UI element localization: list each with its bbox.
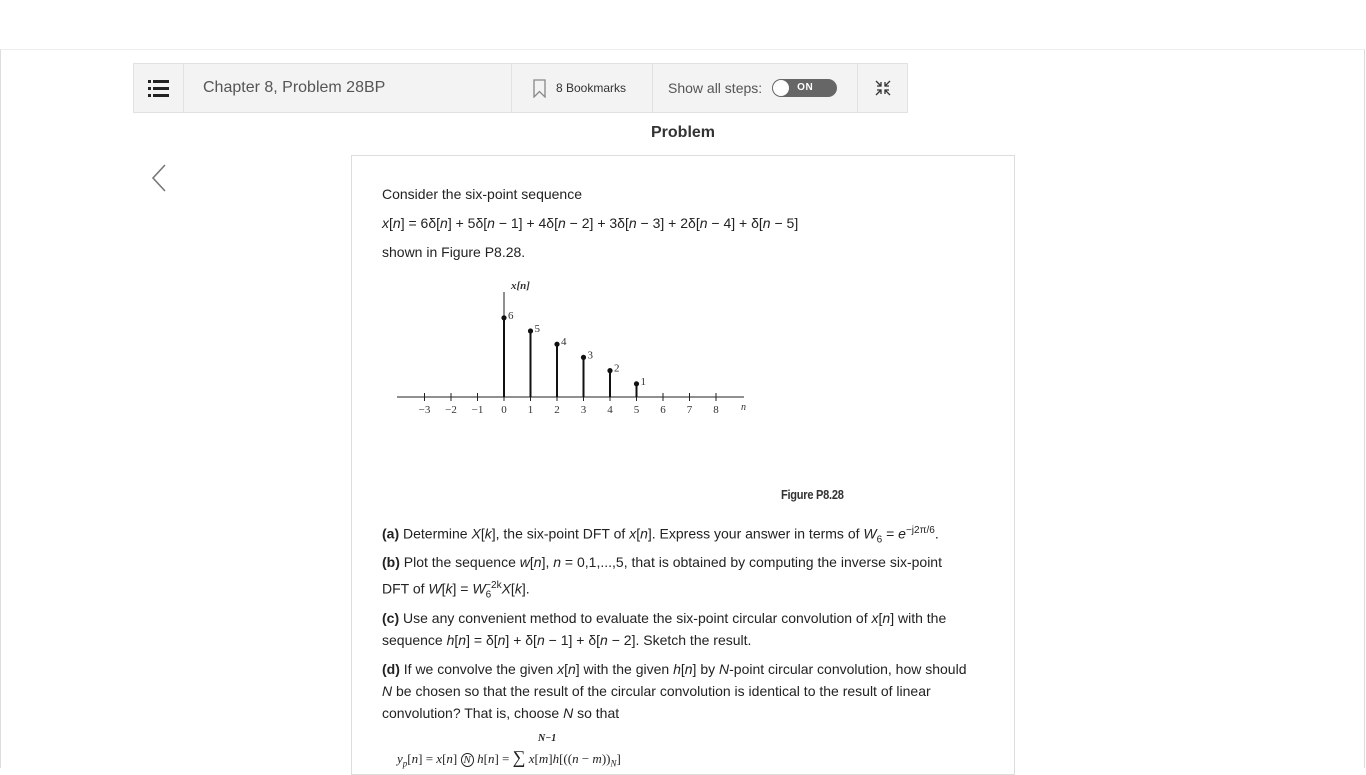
toggle-state: ON xyxy=(797,82,814,93)
page-title: Problem xyxy=(651,124,716,141)
part-b-line2: DFT of $W[k] = W_6^{-2k}X[k]$. xyxy=(382,580,530,601)
part-d-line1: (d) If we convolve the given x[n] with the given h[n] by N-point circular convolution, how should xyxy=(382,661,967,677)
stem-marker xyxy=(554,342,559,347)
x-tick-label: 0 xyxy=(501,404,507,416)
stem-plot xyxy=(392,272,757,422)
x-tick-label: 6 xyxy=(660,404,666,416)
problem-intro: Consider the six-point sequence xyxy=(382,186,583,202)
bookmarks-button[interactable] xyxy=(512,64,653,112)
show-steps-toggle[interactable] xyxy=(772,79,837,97)
show-steps-control xyxy=(653,64,858,112)
chapter-title: Chapter 8, Problem 28BP xyxy=(184,64,512,112)
part-c-label: (c) xyxy=(382,610,400,626)
part-a-label: (a) xyxy=(382,525,400,542)
part-c-line2: sequence h[n] = δ[n] + δ[n − 1] + δ[n − 2]. Sketch the result. xyxy=(382,632,752,648)
x-axis-title: n xyxy=(741,402,746,413)
bookmark-icon xyxy=(533,79,546,98)
x-tick-label: −1 xyxy=(471,404,484,416)
stem-marker xyxy=(581,355,586,360)
collapse-button[interactable] xyxy=(858,64,907,112)
stem-value-label: 3 xyxy=(587,349,593,362)
x-tick-label: 8 xyxy=(713,404,719,416)
y-axis-title: x[n] xyxy=(511,280,530,292)
solution-toolbar xyxy=(133,63,908,113)
part-c-line1: (c) Use any convenient method to evaluate the six-point circular convolution of x[n] with the xyxy=(382,610,947,626)
x-tick-label: 7 xyxy=(686,404,693,416)
x-tick-label: 4 xyxy=(607,404,613,416)
stem-marker xyxy=(607,368,612,373)
previous-arrow[interactable] xyxy=(150,164,168,197)
x-tick-label: −3 xyxy=(418,404,431,416)
stem-value-label: 5 xyxy=(534,323,540,335)
figure-reference: shown in Figure P8.28. xyxy=(382,244,526,260)
part-d-label: (d) xyxy=(382,661,400,677)
x-tick-label: 2 xyxy=(554,404,560,416)
show-steps-label: Show all steps: xyxy=(668,80,763,96)
menu-button[interactable] xyxy=(134,64,184,112)
stem-value-label: 1 xyxy=(640,375,646,388)
part-b-label: (b) xyxy=(382,554,400,570)
part-b-line1: (b) Plot the sequence w[n], n = 0,1,...,5, that is obtained by computing the inverse six-point xyxy=(382,554,942,570)
x-tick-label: 5 xyxy=(633,404,640,416)
stem-marker xyxy=(528,328,533,333)
x-tick-label: −2 xyxy=(445,404,457,416)
sequence-equation: x[n] = 6δ[n] + 5δ[n − 1] + 4δ[n − 2] + 3δ[n − 3] + 2δ[n − 4] + δ[n − 5] xyxy=(382,215,799,231)
collapse-icon xyxy=(875,80,891,96)
stem-marker xyxy=(634,381,639,386)
toggle-knob xyxy=(773,80,789,96)
stem-value-label: 6 xyxy=(508,309,514,322)
part-a: (a) Determine X[k], the six-point DFT of x[n]. Express your answer in terms of $W_6 = e^{-j2\pi/6}$. xyxy=(382,525,939,546)
bookmarks-count: 8 Bookmarks xyxy=(556,81,627,95)
part-d-line2: N be chosen so that the result of the circular convolution is identical to the result of linear xyxy=(382,683,931,699)
figure-caption: Figure P8.28 xyxy=(781,487,844,502)
x-tick-label: 1 xyxy=(527,404,534,416)
stem-value-label: 4 xyxy=(561,336,567,349)
list-icon xyxy=(148,80,169,97)
x-tick-label: 3 xyxy=(580,404,587,416)
stem-value-label: 2 xyxy=(614,362,620,375)
part-d-line3: convolution? That is, choose N so that xyxy=(382,705,620,721)
stem-marker xyxy=(501,315,506,320)
chevron-left-icon xyxy=(150,164,168,192)
